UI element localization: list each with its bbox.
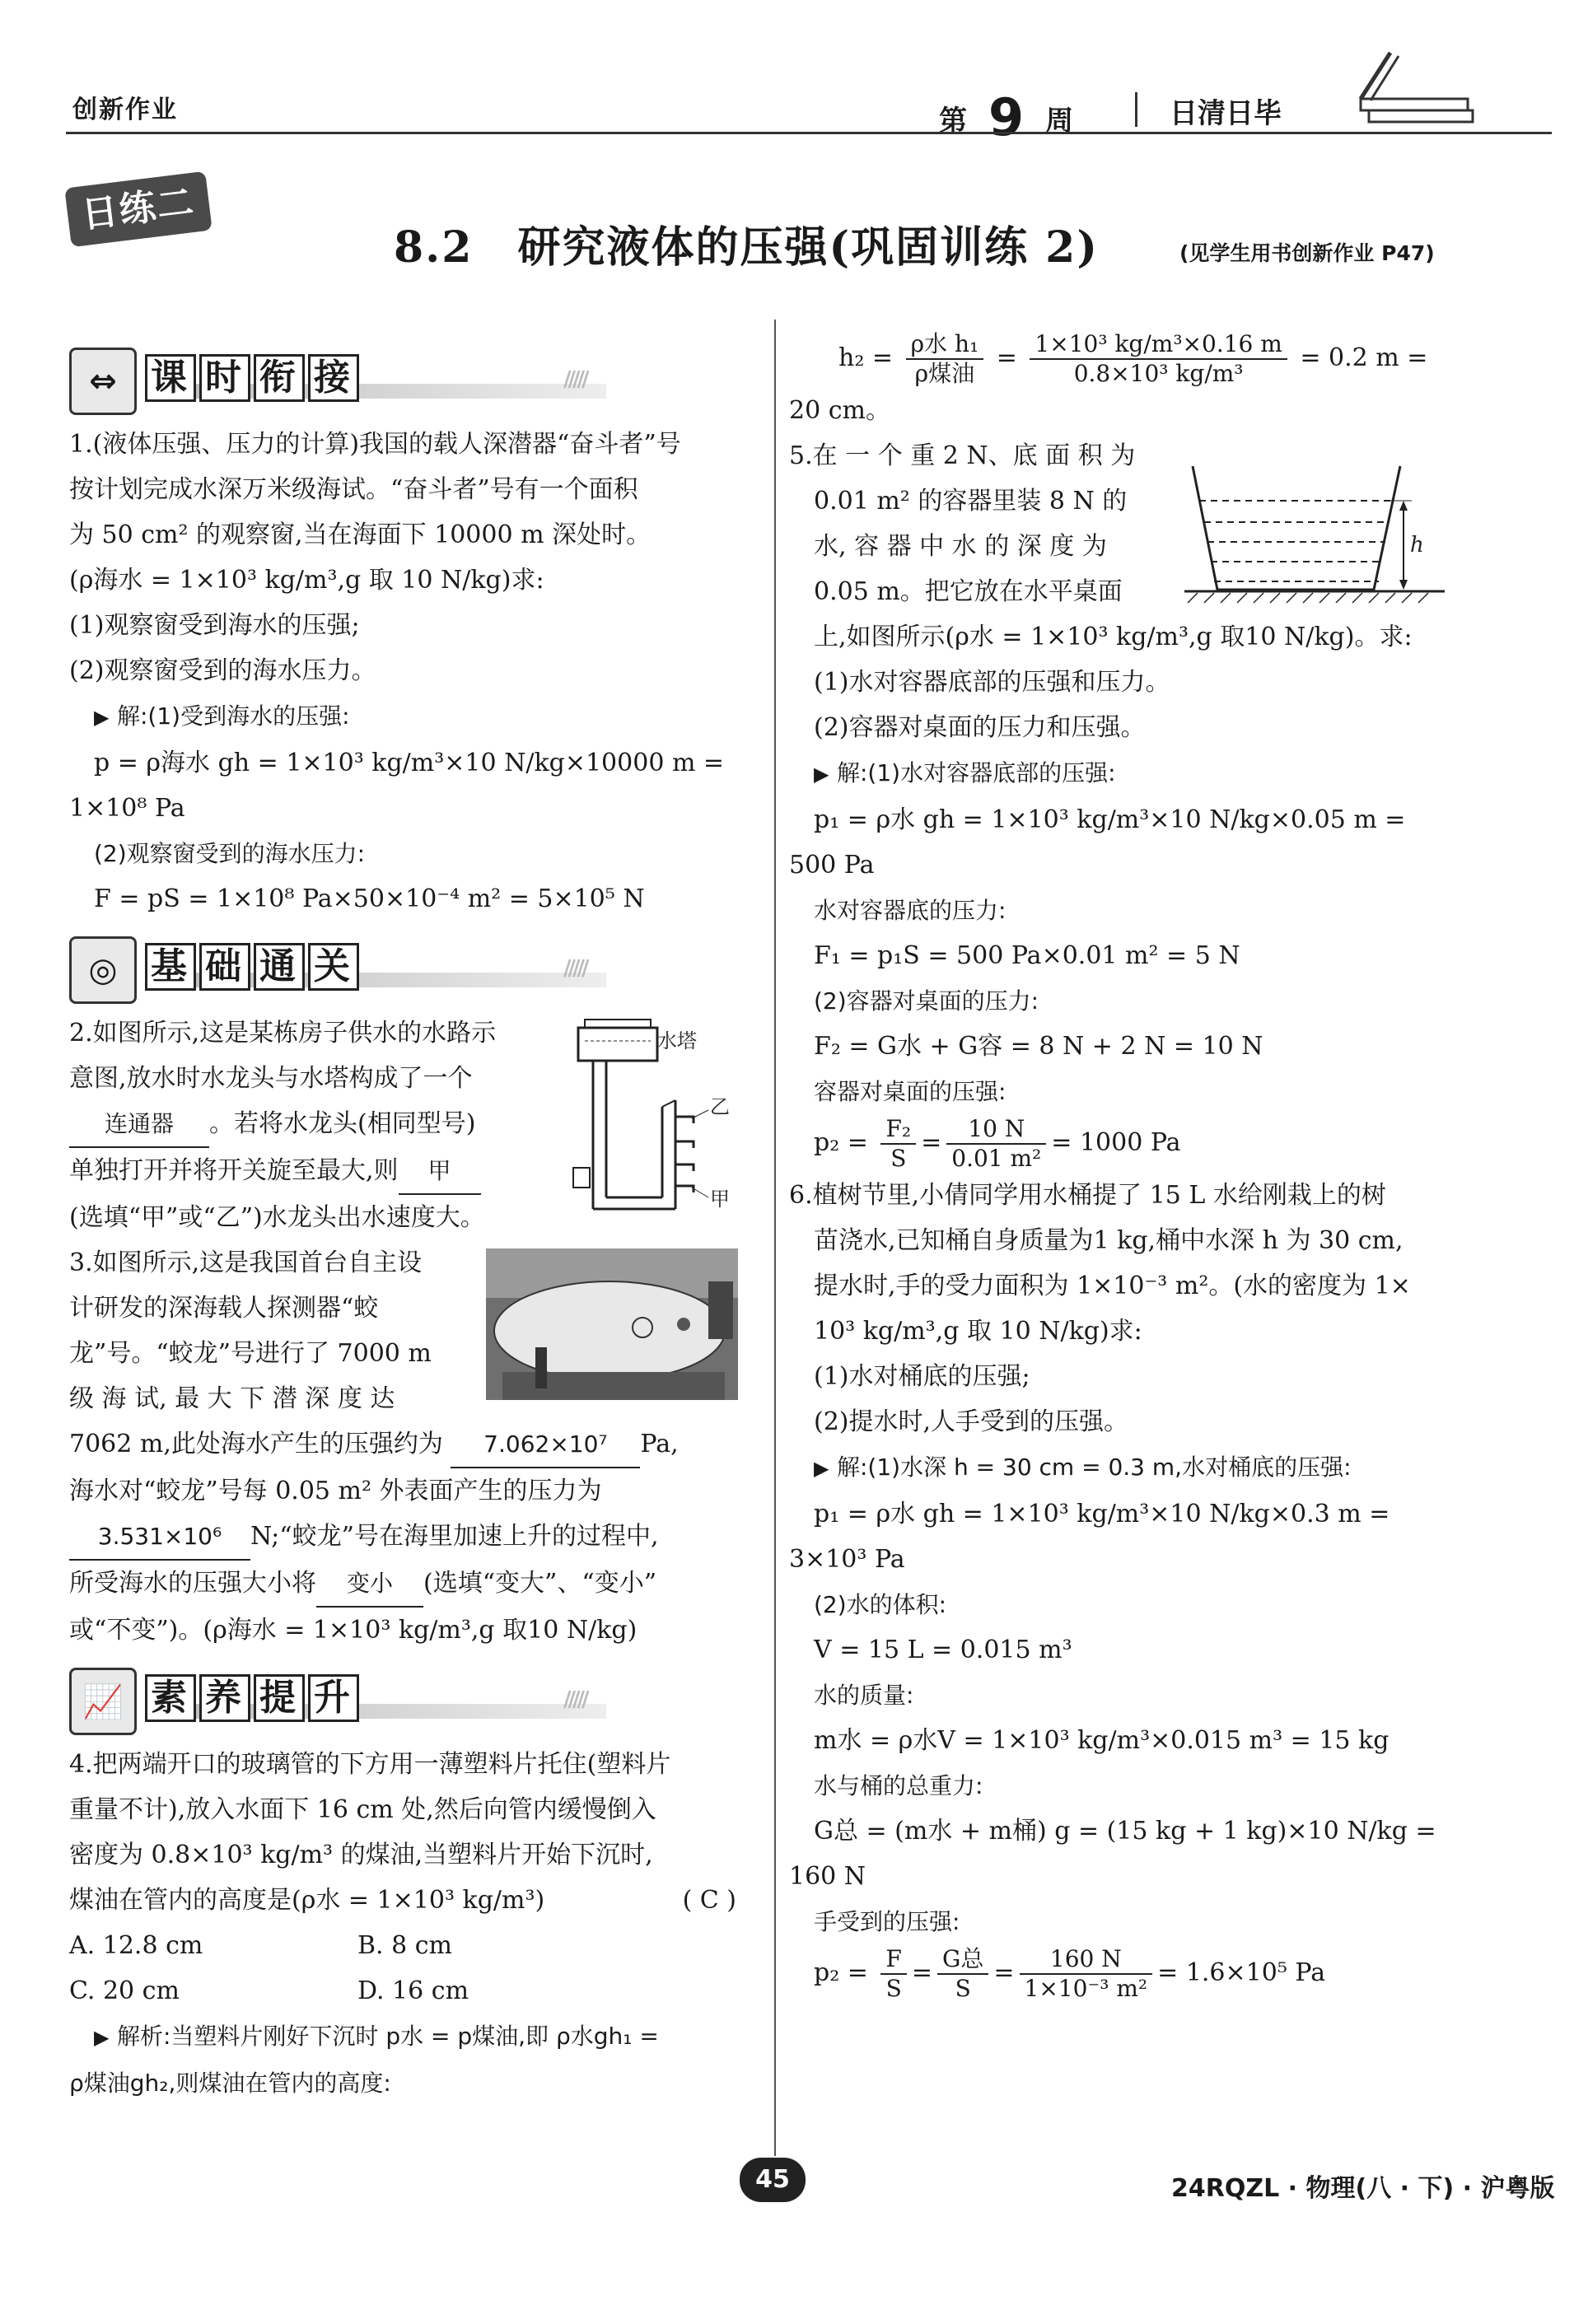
p2-fraction-1	[880, 1945, 906, 2003]
q1-solution-line: F = pS = 1×10⁸ Pa×50×10⁻⁴ m² = 5×10⁵ N	[94, 884, 645, 913]
q6-p2-equation: p₂ = $\frac{F}{S}$ = $\frac{\text{G总}}{S}$ = $\frac{160 N}{\text{1×10⁻³ m²}}$ = 1.6×10⁵ Pa	[814, 1945, 1326, 2002]
q5-line: 上,如图所示(ρ水 = 1×10³ kg/m³,g 取10 N/kg)。求:	[814, 623, 1413, 651]
numerator: 160 N	[1020, 1945, 1153, 1975]
q5-solution-line: 水对容器底的压力:	[814, 897, 1007, 924]
jiaolong-photo	[486, 1248, 738, 1400]
section-title-char: 关	[308, 943, 359, 991]
section-header-improve	[69, 1663, 753, 1737]
q4-solution-text: 解析:当塑料片刚好下沉时 p水 = p煤油,即 ρ水gh₁ =	[117, 2023, 659, 2050]
q2-answer-blank: 甲	[399, 1148, 481, 1195]
q2-line: 意图,放水时水龙头与水塔构成了一个	[69, 1064, 473, 1093]
numerator: 10 N	[946, 1115, 1046, 1145]
section-header-lesson-link	[69, 343, 753, 417]
section-slashes: /////	[563, 367, 586, 392]
q5-solution-line: (2)容器对桌面的压力:	[814, 987, 1039, 1015]
q6-line: (1)水对桶底的压强;	[814, 1362, 1030, 1391]
h2-lhs: h₂ =	[838, 343, 894, 372]
section-header-basics	[69, 931, 753, 1006]
q4-options-row	[69, 1923, 753, 1968]
q6-solution-line: m水 = ρ水V = 1×10³ kg/m³×0.015 m³ = 15 kg	[814, 1726, 1390, 1755]
q2-text: 单独打开并将开关旋至最大,则	[69, 1156, 399, 1185]
q6-line: 6.植树节里,小倩同学用水桶提了 15 L 水给刚栽上的树	[789, 1181, 1386, 1210]
q4-option-b: B. 8 cm	[357, 1931, 452, 1960]
q3-text: Pa,	[640, 1430, 679, 1458]
denominator: S	[955, 1975, 971, 2002]
q5-line: (2)容器对桌面的压力和压强。	[814, 713, 1146, 742]
header-rule	[66, 132, 1552, 134]
q4-line: 重量不计),放入水面下 16 cm 处,然后向管内缓慢倒入	[69, 1795, 656, 1824]
denominator: 1×10⁻³ m²	[1024, 1975, 1148, 2002]
h2-fraction-1	[906, 330, 984, 388]
q2-line: (选填“甲”或“乙”)水龙头出水速度大。	[69, 1203, 485, 1232]
q4-answer: ( C )	[682, 1886, 736, 1915]
q6-solution-line: V = 15 L = 0.015 m³	[814, 1636, 1072, 1664]
p2-lhs: p₂ =	[814, 1128, 868, 1157]
h2-result: = 0.2 m =	[1300, 343, 1428, 372]
denominator: S	[890, 1145, 907, 1172]
faucet-jia-label: 甲	[710, 1188, 730, 1211]
header-left: 创新作业	[72, 96, 178, 124]
q5-line: 0.01 m² 的容器里装 8 N 的	[814, 487, 1128, 516]
play-icon: ▶	[94, 2026, 110, 2049]
q1-solution-line: p = ρ海水 gh = 1×10³ kg/m³×10 N/kg×10000 m =	[94, 749, 725, 777]
q6-line: 10³ kg/m³,g 取 10 N/kg)求:	[814, 1317, 1142, 1346]
q2-text: 。若将水龙头(相同型号)	[209, 1109, 476, 1138]
water-tower-label: 水塔	[657, 1029, 697, 1052]
q3-text: 所受海水的压强大小将	[69, 1569, 316, 1598]
q3-line: 或“不变”)。(ρ海水 = 1×10³ kg/m³,g 取10 N/kg)	[69, 1616, 638, 1645]
q2-answer-blank: 连通器	[69, 1101, 209, 1148]
play-icon: ▶	[814, 1457, 829, 1480]
numerator: 1×10³ kg/m³×0.16 m	[1030, 330, 1287, 360]
q4-option-c: C. 20 cm	[69, 1976, 180, 2005]
h2-equation: h₂ = $\frac{\text{ρ水 h₁}}{\text{ρ煤油}}$ = $\frac{\text{1×10³ kg/m³×0.16 m}}{\text{0.8×10³ kg/m³}}$ = 0.2 m =	[838, 330, 1428, 387]
section-title	[145, 354, 362, 402]
q5-line: 0.05 m。把它放在水平桌面	[814, 577, 1123, 606]
q4-text: 煤油在管内的高度是(ρ水 = 1×10³ kg/m³)	[69, 1886, 545, 1915]
q1-solution-line: 1×10⁸ Pa	[69, 794, 185, 823]
q5-solution-line	[789, 750, 1514, 797]
q1-solution-text: 解:(1)受到海水的压强:	[117, 702, 350, 730]
q3-line	[69, 1561, 753, 1608]
page-number: 45	[740, 2158, 806, 2202]
chart-up-icon: 📈	[69, 1668, 137, 1735]
denominator: 0.01 m²	[951, 1145, 1042, 1172]
q5-solution-line: F₁ = p₁S = 500 Pa×0.01 m² = 5 N	[814, 941, 1240, 970]
page-title: 8.2 研究液体的压强(巩固训练 2)	[394, 222, 1099, 273]
q4-option-a: A. 12.8 cm	[69, 1931, 203, 1960]
section-title	[145, 1674, 362, 1722]
denominator: 0.8×10³ kg/m³	[1073, 360, 1244, 387]
q3-text: 7062 m,此处海水产生的压强约为	[69, 1430, 443, 1458]
section-title-char: 提	[254, 1674, 305, 1722]
q5-solution-line: p₁ = ρ水 gh = 1×10³ kg/m³×10 N/kg×0.05 m =	[814, 805, 1406, 834]
p2-fraction-2	[946, 1115, 1046, 1173]
week-number: 9	[988, 87, 1025, 147]
section-title-char: 素	[145, 1674, 196, 1722]
q5-line: 水, 容 器 中 水 的 深 度 为	[814, 532, 1107, 561]
depth-label: h	[1410, 533, 1424, 558]
play-icon: ▶	[94, 706, 110, 729]
q6-solution-line: p₁ = ρ水 gh = 1×10³ kg/m³×10 N/kg×0.3 m =	[814, 1500, 1390, 1528]
week-prefix: 第	[939, 105, 967, 138]
target-icon: ◎	[69, 936, 137, 1004]
section-title-char: 通	[254, 943, 305, 991]
section-slashes: /////	[563, 956, 586, 981]
q3-answer-blank: 7.062×10⁷	[451, 1421, 640, 1468]
header-right: 日清日毕	[1170, 97, 1282, 130]
water-tower-figure	[568, 1011, 758, 1225]
q6-solution-line: 3×10³ Pa	[789, 1545, 905, 1574]
q6-solution-line: 手受到的压强:	[814, 1908, 960, 1935]
q1-line: 1.(液体压强、压力的计算)我国的载人深潜器“奋斗者”号	[69, 430, 681, 459]
section-title-char: 升	[308, 1674, 359, 1722]
q3-answer-blank: 3.531×10⁶	[69, 1514, 250, 1561]
q3-line	[69, 1421, 753, 1468]
q4-options-row	[69, 1968, 753, 2014]
p2-lhs: p₂ =	[814, 1958, 868, 1987]
q6-line: (2)提水时,人手受到的压强。	[814, 1407, 1129, 1436]
p2-fraction-2	[937, 1945, 988, 2003]
q3-line: 3.如图所示,这是我国首台自主设	[69, 1248, 423, 1277]
section-title-char: 基	[145, 943, 196, 991]
q1-line: (1)观察窗受到海水的压强;	[69, 611, 360, 640]
q6-solution-line: 水的质量:	[814, 1682, 914, 1709]
q4-solution-line	[69, 2014, 753, 2060]
numerator: F	[880, 1945, 906, 1975]
arrows-icon: ⇔	[69, 348, 137, 415]
h2-continuation: 20 cm。	[789, 396, 890, 425]
q4-option-d: D. 16 cm	[357, 1976, 469, 2005]
q2-line: 2.如图所示,这是某栋房子供水的水路示	[69, 1019, 497, 1048]
section-title-char: 础	[199, 943, 250, 991]
q3-answer-blank: 变小	[316, 1561, 423, 1608]
q5-line: 5.在 一 个 重 2 N、底 面 积 为	[789, 441, 1136, 470]
q3-text: (选填“变大”、“变小”	[423, 1569, 657, 1598]
section-title-char: 接	[308, 354, 359, 402]
q3-line: 海水对“蛟龙”号每 0.05 m² 外表面产生的压力为	[69, 1477, 602, 1505]
q1-line: 为 50 cm² 的观察窗,当在海面下 10000 m 深处时。	[69, 520, 652, 549]
q4-line: 密度为 0.8×10³ kg/m³ 的煤油,当塑料片开始下沉时,	[69, 1841, 653, 1869]
p2-result: = 1000 Pa	[1051, 1128, 1181, 1157]
denominator: ρ煤油	[914, 360, 975, 387]
q1-line: (2)观察窗受到的海水压力。	[69, 656, 376, 685]
play-icon: ▶	[814, 763, 829, 786]
q6-solution-line: 160 N	[789, 1862, 866, 1891]
section-title-char: 养	[199, 1674, 250, 1722]
p2-fraction-1	[880, 1115, 916, 1173]
section-slashes: /////	[563, 1687, 586, 1712]
p2-fraction-3	[1020, 1945, 1153, 2003]
p2-result: = 1.6×10⁵ Pa	[1157, 1958, 1326, 1987]
q5-solution-line: 500 Pa	[789, 851, 875, 880]
q1-solution-line: (2)观察窗受到的海水压力:	[94, 840, 366, 867]
q1-line: (ρ海水 = 1×10³ kg/m³,g 取 10 N/kg)求:	[69, 566, 544, 595]
q6-line: 苗浇水,已知桶自身质量为1 kg,桶中水深 h 为 30 cm,	[814, 1226, 1404, 1255]
q5-solution-text: 解:(1)水对容器底部的压强:	[837, 759, 1116, 786]
footer-book-info: 24RQZL · 物理(八 · 下) · 沪粤版	[1171, 2174, 1555, 2203]
section-title-char: 衔	[254, 354, 305, 402]
q6-solution-line	[789, 1444, 1514, 1491]
section-title-char: 时	[199, 354, 250, 402]
column-divider	[774, 320, 776, 2156]
q5-solution-line: F₂ = G水 + G容 = 8 N + 2 N = 10 N	[814, 1032, 1263, 1061]
books-icon	[1328, 48, 1476, 130]
faucet-yi-label: 乙	[710, 1095, 730, 1118]
q3-text: N;“蛟龙”号在海里加速上升的过程中,	[250, 1522, 659, 1551]
q6-solution-line: G总 = (m水 + m桶) g = (15 kg + 1 kg)×10 N/kg =	[814, 1817, 1436, 1846]
numerator: ρ水 h₁	[906, 330, 984, 360]
q4-line	[69, 1878, 753, 1923]
q5-line: (1)水对容器底部的压强和压力。	[814, 668, 1170, 697]
q6-solution-line: 水与桶的总重力:	[814, 1772, 983, 1799]
q4-solution-line: ρ煤油gh₂,则煤油在管内的高度:	[69, 2070, 391, 2097]
container-figure	[1184, 458, 1448, 606]
q3-line: 计研发的深海载人探测器“蛟	[69, 1294, 379, 1323]
daily-practice-badge: 日练二	[64, 171, 212, 247]
header-separator	[1135, 92, 1137, 127]
q3-line: 级 海 试, 最 大 下 潜 深 度 达	[69, 1384, 395, 1413]
numerator: G总	[937, 1945, 988, 1975]
q5-p2-equation: p₂ = $\frac{\text{F₂}}{S}$ = $\frac{10 N}{\text{0.01 m²}}$ = 1000 Pa	[814, 1115, 1181, 1172]
week-suffix: 周	[1045, 105, 1074, 138]
section-title-char: 课	[145, 354, 196, 402]
q6-solution-text: 解:(1)水深 h = 30 cm = 0.3 m,水对桶底的压强:	[837, 1454, 1352, 1481]
h2-fraction-2	[1030, 330, 1287, 388]
q4-line: 4.把两端开口的玻璃管的下方用一薄塑料片托住(塑料片	[69, 1750, 671, 1779]
denominator: S	[885, 1975, 902, 2002]
q6-line: 提水时,手的受力面积为 1×10⁻³ m²。(水的密度为 1×	[814, 1272, 1411, 1300]
reference-note: (见学生用书创新作业 P47)	[1179, 241, 1435, 265]
q1-line: 按计划完成水深万米级海试。“奋斗者”号有一个面积	[69, 475, 638, 504]
section-title	[145, 943, 362, 991]
q3-line: 龙”号。“蛟龙”号进行了 7000 m	[69, 1339, 432, 1368]
q1-solution-line	[69, 693, 753, 740]
q3-line	[69, 1514, 753, 1561]
numerator: F₂	[880, 1115, 916, 1145]
q6-solution-line: (2)水的体积:	[814, 1591, 947, 1618]
q5-solution-line: 容器对桌面的压强:	[814, 1078, 1007, 1105]
